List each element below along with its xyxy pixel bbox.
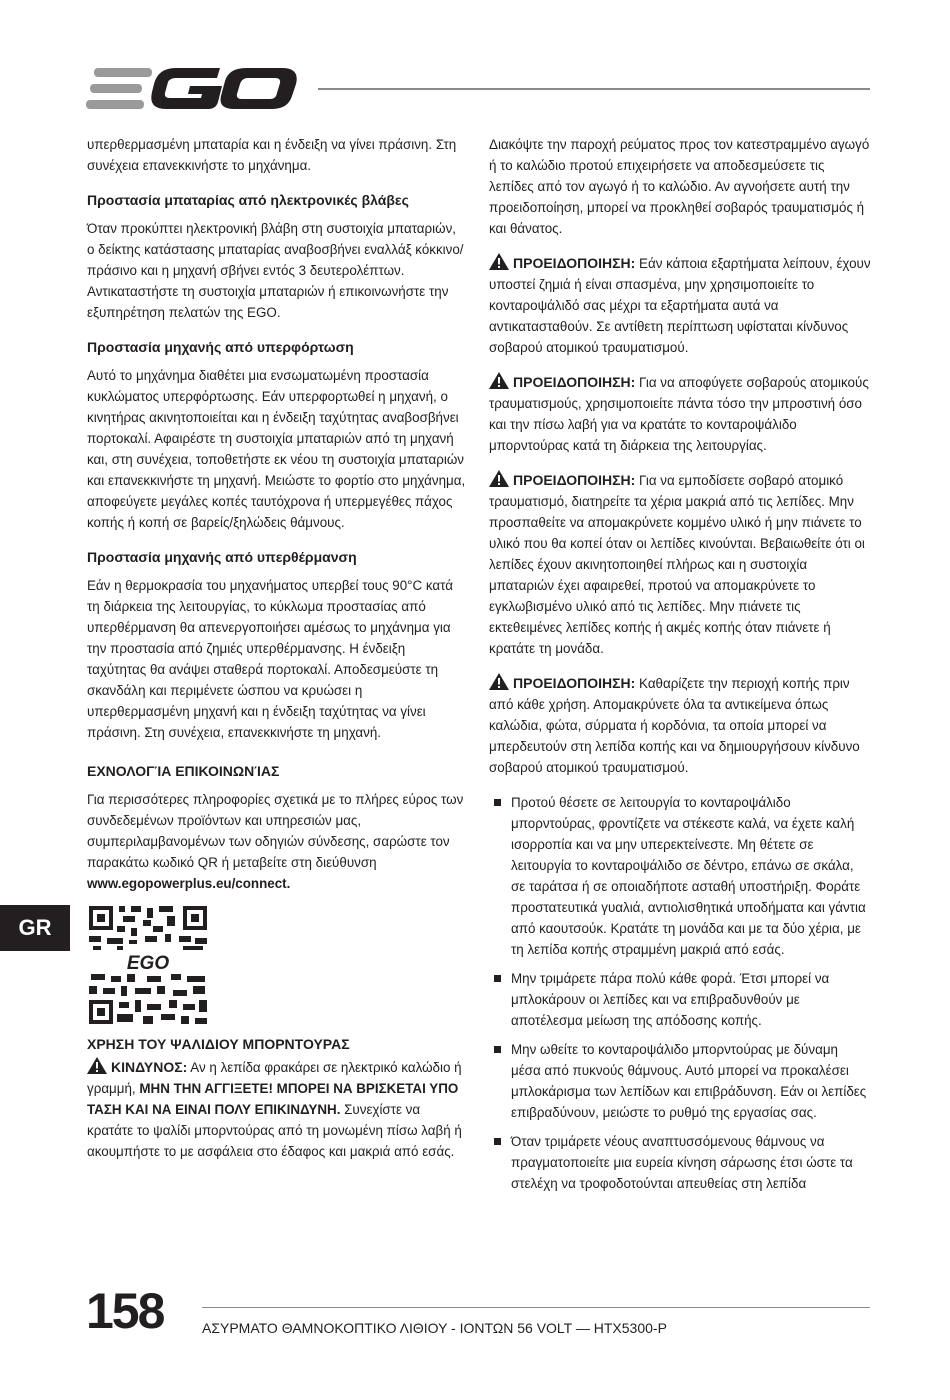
language-tab: GR: [0, 905, 70, 951]
warning-paragraph: [489, 470, 871, 659]
warning-paragraph: [489, 253, 871, 358]
warning-triangle-icon: [87, 1057, 107, 1074]
list-item: [489, 968, 871, 1031]
danger-bold-text: ΜΗΝ ΤΗΝ ΑΓΓΙΞΕΤΕ! ΜΠΟΡΕΙ ΝΑ ΒΡΙΣΚΕΤΑΙ ΥΠΟ ΤΑΣΗ ΚΑΙ ΝΑ ΕΙΝΑΙ ΠΟΛΥ ΕΠΙΚΙΝΔΥΝΗ.: [87, 1081, 459, 1117]
warning-triangle-icon: [489, 372, 509, 389]
list-item-text: Μην τριμάρετε πάρα πολύ κάθε φορά. Έτσι μπορεί να μπλοκάρουν οι λεπίδες και να επιβραδυνθούν με αποτέλεσμα μείωση της απόδοσης κοπής.: [511, 971, 830, 1028]
section-overheat-body: Εάν η θερμοκρασία του μηχανήματος υπερβεί τους 90°C κατά τη διάρκεια της λειτουργίας, το κύκλωμα προστασίας από υπερθέρμανση θα απενεργοποιήσει αμέσως το μηχάνημα για την προστασία από ζημιές υπερθέρμανσης. Η ένδειξη ταχύτητας θα ανάψει σταθερά πορτοκαλί. Αποδεσμεύστε τη σκανδάλη και περιμένετε ώσπου να κρυώσει η υπερθερμασμένη μηχανή και η ένδειξη ταχύτητας να γίνει πράσινη. Στη συνέχεια, επανεκκινήστε τη μηχανή.: [87, 578, 454, 740]
warning-label: ΠΡΟΕΙΔΟΠΟΙΗΣΗ:: [513, 675, 636, 691]
section-usage-title: ΧΡΗΣΗ ΤΟΥ ΨΑΛΙΔΙΟΥ ΜΠΟΡΝΤΟΥΡΑΣ: [87, 1036, 350, 1052]
section-overheat-title: Προστασία μηχανής από υπερθέρμανση: [87, 549, 357, 565]
warning-text: Καθαρίζετε την περιοχή κοπής πριν από κάθε χρήση. Απομακρύνετε όλα τα αντικείμενα όπως καλώδια, φώτα, σύρματα ή κορδόνια, τα οποία μπορεί να μπερδευτούν στη λεπίδα κοπής και να δημιουργήσουν κίνδυνο σοβαρού ατομικού τραυματισμού.: [489, 676, 860, 775]
bullet-square-icon: [494, 975, 501, 982]
left-column: [87, 134, 467, 1176]
bullet-square-icon: [494, 1046, 501, 1053]
warning-label: ΠΡΟΕΙΔΟΠΟΙΗΣΗ:: [513, 255, 636, 271]
header-rule: [318, 88, 870, 90]
ego-logo: [86, 64, 298, 114]
section-battery-protection-title: Προστασία μπαταρίας από ηλεκτρονικές βλάβες: [87, 192, 409, 208]
warning-text: Για να εμποδίσετε σοβαρό ατομικό τραυματισμό, διατηρείτε τα χέρια μακριά από τις λεπίδες. Μην προσπαθείτε να απομακρύνετε κομμένο υλικό ή μην πιάνετε το υλικό που θα κοπεί όταν οι λεπίδες κινούνται. Βεβαιωθείτε ότι οι λεπίδες έχουν ακινητοποιηθεί πλήρως και η συστοιχία μπαταριών έχει αφαιρεθεί, προτού να απομακρύνετε το εγκλωβισμένο υλικό από τις λεπίδες. Μην πιάνετε τις εκτεθειμένες λεπίδες κοπής ή ακμές κοπής όταν πιάνετε ή κρατάτε τη μονάδα.: [489, 473, 865, 656]
right-intro: Διακόψτε την παροχή ρεύματος προς τον κατεστραμμένο αγωγό ή το καλώδιο προτού επιχειρήσετε να αποδεσμεύσετε τις λεπίδες από τον αγωγό ή το καλώδιο. Αν αγνοήσετε αυτή την προειδοποίηση, μπορεί να προκληθεί σοβαρός τραυματισμός ή και θάνατος.: [489, 137, 870, 236]
warning-label: ΠΡΟΕΙΔΟΠΟΙΗΣΗ:: [513, 472, 636, 488]
warning-text: Εάν κάποια εξαρτήματα λείπουν, έχουν υποστεί ζημιά ή είναι σπασμένα, μην χρησιμοποιείτε το κονταροψάλιδό σας μέχρι τα εξαρτήματα αυτά να αντικατασταθούν. Σε αντίθετη περίπτωση υφίσταται κίνδυνος σοβαρού ατομικού τραυματισμού.: [489, 256, 871, 355]
warning-label: ΠΡΟΕΙΔΟΠΟΙΗΣΗ:: [513, 374, 636, 390]
footer-title: ΑΣΥΡΜΑΤΟ ΘΑΜΝΟΚΟΠΤΙΚΟ ΛΙΘΙΟΥ - ΙΟΝΤΩΝ 56 VOLT — HTX5300-P: [202, 1320, 667, 1336]
section-battery-protection-body: Όταν προκύπτει ηλεκτρονική βλάβη στη συστοιχία μπαταριών, ο δείκτης κατάστασης μπαταρίας αναβοσβήνει εναλλάξ κόκκινο/πράσινο και η μηχανή σβήνει εντός 3 δευτερολέπτων. Αντικαταστήστε τη συστοιχία μπαταριών ή επικοινωνήστε την εξυπηρέτηση πελατών της EGO.: [87, 221, 464, 320]
danger-paragraph: [87, 1057, 467, 1162]
section-overload-body: Αυτό το μηχάνημα διαθέτει μια ενσωματωμένη προστασία κυκλώματος υπερφόρτωσης. Εάν υπερφορτωθεί η μηχανή, ο κινητήρας ακινητοποιείται και η ένδειξη ταχύτητας αναβοσβήνει πορτοκαλί. Αφαιρέστε τη συστοιχία μπαταριών από τη μηχανή και, στη συνέχεια, τοποθετήστε εκ νέου τη συστοιχία μπαταριών και επανεκκινήστε τη μηχανή. Μειώστε το φορτίο στο μηχάνημα, αποφεύγετε μεγάλες κοπές ταυτόχρονα ή υπερμεγέθες πάχος κοπής ή κοπή σε βαρείς/ξηλώδεις θάμνους.: [87, 368, 466, 530]
danger-text-2: Συνεχίστε να κρατάτε το ψαλίδι μπορντούρας από τη μονωμένη πίσω λαβή ή ακουμπήστε το με ασφάλεια στο έδαφος και μακριά από εσάς.: [87, 1102, 462, 1159]
list-item: [489, 1131, 871, 1194]
danger-text-1: Αν η λεπίδα φρακάρει σε ηλεκτρικό καλώδιο ή γραμμή,: [87, 1060, 462, 1096]
list-item: [489, 792, 871, 960]
danger-label: ΚΙΝΔΥΝΟΣ:: [111, 1059, 188, 1075]
bullet-square-icon: [494, 1138, 501, 1145]
list-item-text: Όταν τριμάρετε νέους αναπτυσσόμενους θάμνους να πραγματοποιείτε μια ευρεία κίνηση σάρωσης έτσι ώστε τα στελέχη να τροφοδοτούνται απευθείας στη λεπίδα: [511, 1134, 853, 1191]
section-overload-title: Προστασία μηχανής από υπερφόρτωση: [87, 339, 354, 355]
right-column: [489, 134, 871, 1202]
warning-paragraph: [489, 673, 871, 778]
connectivity-text: Για περισσότερες πληροφορίες σχετικά με το πλήρες εύρος των συνδεδεμένων προϊόντων και υπηρεσιών μας, συμπεριλαμβανομένων των οδηγιών σύνδεσης, σαρώστε τον παρακάτω κωδικό QR ή μεταβείτε στη διεύθυνση: [87, 792, 464, 870]
warning-triangle-icon: [489, 253, 509, 270]
footer-rule: [202, 1307, 870, 1308]
section-connectivity-title: ΕΧΝΟΛΟΓΊΑ ΕΠΙΚΟΙΝΩΝΊΑΣ: [87, 763, 280, 779]
left-intro: υπερθερμασμένη μπαταρία και η ένδειξη να γίνει πράσινη. Στη συνέχεια επανεκκινήστε το μηχάνημα.: [87, 137, 457, 173]
list-item: [489, 1039, 871, 1123]
qr-logo-text: EGO: [126, 953, 170, 974]
list-item-text: Προτού θέσετε σε λειτουργία το κονταροψάλιδο μπορντούρας, φροντίζετε να στέκεστε καλά, να έχετε καλή ισορροπία και να μην υπερεκτείνεστε. Μη θέτετε σε λειτουργία το κονταροψάλιδο σε δέντρο, επάνω σε σκάλα, σε ταράτσα ή σε οποιαδήποτε ασταθή υποστήριξη. Φοράτε προστατευτικά γυαλιά, αντιολισθητικά υποδήματα και γάντια από καουτσούκ. Κρατάτε τη μονάδα και με τα δύο χέρια, με τη λεπίδα κοπής στραμμένη μακριά από εσάς.: [511, 795, 866, 957]
page-number: 158: [86, 1283, 164, 1339]
list-item-text: Μην ωθείτε το κονταροψάλιδο μπορντούρας με δύναμη μέσα από πυκνούς θάμνους. Αυτό μπορεί να προκαλέσει μπλοκάρισμα των λεπίδων και επιβράδυνση. Εάν οι λεπίδες επιβραδύνουν, μειώστε το ρυθμό της εργασίας σας.: [511, 1042, 867, 1120]
warning-triangle-icon: [489, 673, 509, 690]
section-connectivity-body: [87, 789, 467, 894]
warning-triangle-icon: [489, 470, 509, 487]
connect-url[interactable]: www.egopowerplus.eu/connect.: [87, 876, 291, 891]
qr-code[interactable]: [87, 904, 209, 1026]
warning-text: Για να αποφύγετε σοβαρούς ατομικούς τραυματισμούς, χρησιμοποιείτε πάντα τόσο την μπροστινή όσο και την πίσω λαβή για να κρατάτε το κονταροψάλιδο μπορντούρας κατά τη διάρκεια της λειτουργίας.: [489, 375, 869, 453]
warning-paragraph: [489, 372, 871, 456]
safety-bullet-list: [489, 792, 871, 1194]
bullet-square-icon: [494, 799, 501, 806]
